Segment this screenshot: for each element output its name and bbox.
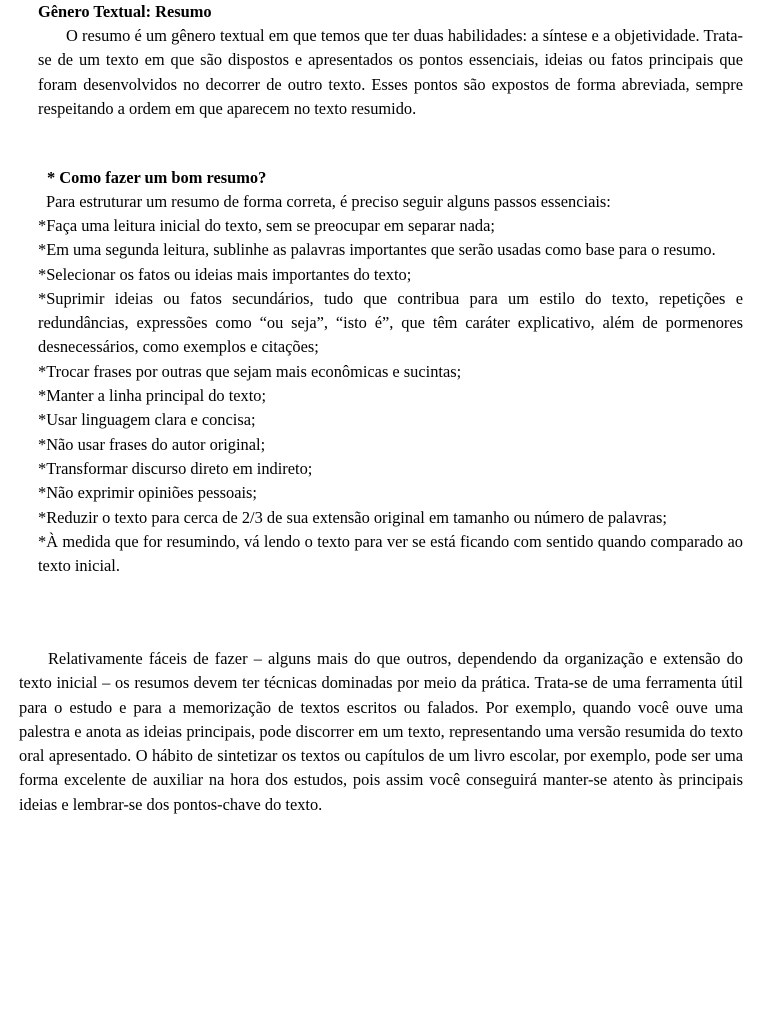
list-item: *Reduzir o texto para cerca de 2/3 de sua extensão original em tamanho ou número de palavras; <box>38 507 667 527</box>
intro-paragraph: O resumo é um gênero textual em que temos que ter duas habilidades: a síntese e a objetividade. Trata-se de um texto em que são dispostos e apresentados os pontos essenciais, ideias ou fatos principais que foram desenvolvidos no decorrer de outro texto. Esses pontos são expostos de forma abreviada, sempre respeitando a ordem em que aparecem no texto resumido. <box>38 26 743 118</box>
document-title: Gênero Textual: Resumo <box>38 2 212 21</box>
section-heading: * Como fazer um bom resumo? <box>47 168 267 187</box>
list-item: *Em uma segunda leitura, sublinhe as palavras importantes que serão usadas como base para o resumo. <box>38 240 716 260</box>
steps-list <box>38 214 743 578</box>
list-item: *Usar linguagem clara e concisa; <box>38 410 256 430</box>
list-item: *À medida que for resumindo, vá lendo o texto para ver se está ficando com sentido quando comparado ao texto inicial. <box>38 531 743 576</box>
list-item: *Trocar frases por outras que sejam mais econômicas e sucintas; <box>38 361 462 381</box>
list-item: *Manter a linha principal do texto; <box>38 386 267 406</box>
list-item: *Suprimir ideias ou fatos secundários, tudo que contribua para um estilo do texto, repetições e redundâncias, expressões como “ou seja”, “isto é”, que têm caráter explicativo, além de pormenores desnecessários, como exemplos e citações; <box>38 288 743 357</box>
list-item: *Transformar discurso direto em indireto; <box>38 458 313 478</box>
list-item: *Selecionar os fatos ou ideias mais importantes do texto; <box>38 264 412 284</box>
list-item: *Não usar frases do autor original; <box>38 434 266 454</box>
list-item: *Faça uma leitura inicial do texto, sem se preocupar em separar nada; <box>38 216 495 235</box>
steps-intro: Para estruturar um resumo de forma correta, é preciso seguir alguns passos essenciais: <box>46 192 611 211</box>
closing-paragraph: Relativamente fáceis de fazer – alguns mais do que outros, dependendo da organização e extensão do texto inicial – os resumos devem ter técnicas dominadas por meio da prática. Trata-se de uma ferramenta útil para o estudo e para a memorização de textos escritos ou falados. Por exemplo, quando você ouve uma palestra e anota as ideias principais, pode discorrer em um texto, representando uma versão resumida do texto oral apresentado. O hábito de sintetizar os textos ou capítulos de um livro escolar, por exemplo, pode ser uma forma excelente de auxiliar na hora dos estudos, pois assim você conseguirá manter-se atento às principais ideias e lembrar-se dos pontos-chave do texto. <box>19 649 743 814</box>
list-item: *Não exprimir opiniões pessoais; <box>38 483 257 503</box>
